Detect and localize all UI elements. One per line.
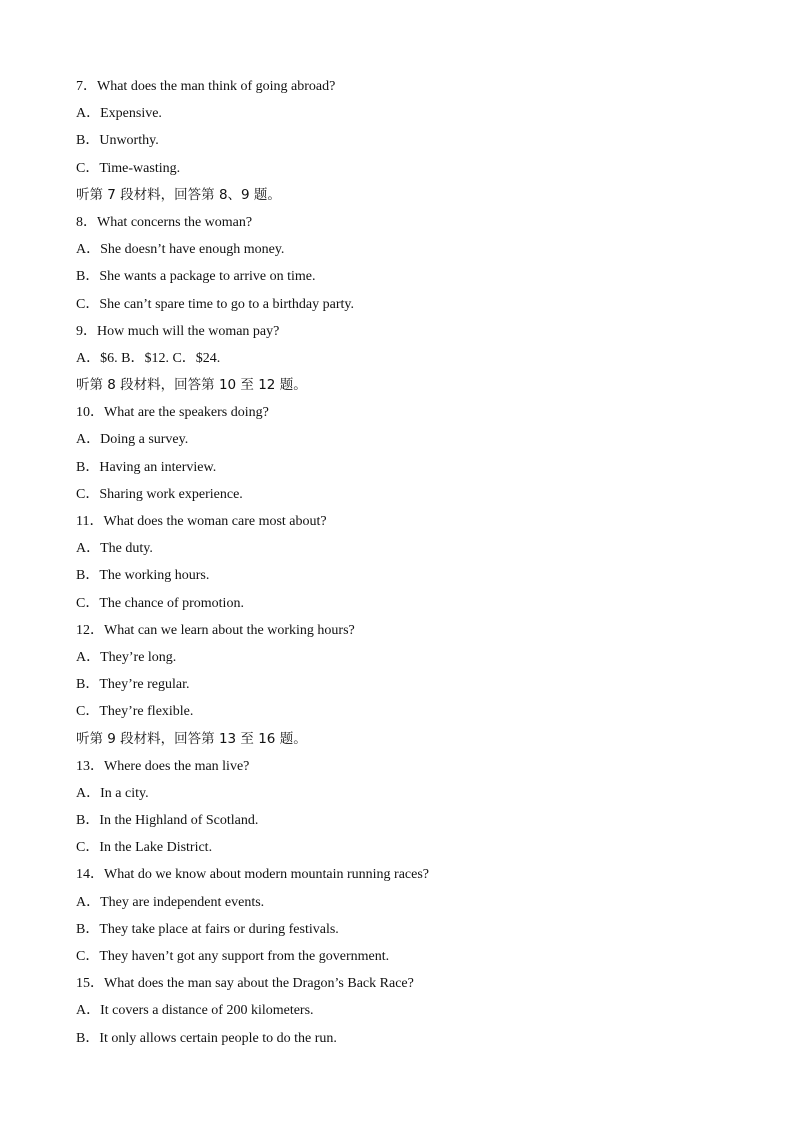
answer-option: A．They are independent events. [76, 894, 265, 910]
answer-option: A．The duty. [76, 541, 153, 557]
answer-option: C．They’re flexible. [76, 704, 194, 720]
question-text: 13．Where does the man live? [76, 758, 250, 774]
question-text: 10．What are the speakers doing? [76, 405, 269, 421]
question-text: 11．What does the woman care most about? [76, 514, 327, 529]
question-text: 12．What can we learn about the working hours? [76, 622, 355, 638]
answer-option: A．Doing a survey. [76, 432, 189, 448]
answer-option: A．In a city. [76, 785, 149, 801]
answer-option: B．The working hours. [76, 568, 210, 584]
answer-option: B．Unworthy. [76, 133, 159, 149]
answer-option: A．$6. B．$12. C．$24. [76, 350, 221, 366]
answer-option: A．It covers a distance of 200 kilometers. [76, 1003, 314, 1019]
answer-option: C．She can’t spare time to go to a birthday party. [76, 296, 354, 312]
question-text: 15．What does the man say about the Dragon’s Back Race? [76, 976, 414, 992]
answer-option: C．Time-wasting. [76, 160, 181, 176]
question-text: 8．What concerns the woman? [76, 214, 253, 230]
answer-option: B．In the Highland of Scotland. [76, 813, 259, 829]
answer-option: B．They’re regular. [76, 677, 190, 693]
answer-option: B．Having an interview. [76, 459, 217, 475]
answer-option: B．She wants a package to arrive on time. [76, 269, 316, 285]
section-instruction: 听第 8 段材料，回答第 10 至 12 题。 [76, 377, 307, 394]
answer-option: C．They haven’t got any support from the government. [76, 949, 390, 964]
exam-content [76, 73, 726, 1052]
question-text: 9．How much will the woman pay? [76, 323, 280, 339]
answer-option: A．Expensive. [76, 106, 162, 122]
answer-option: A．She doesn’t have enough money. [76, 242, 285, 258]
answer-option: B．They take place at fairs or during festivals. [76, 921, 339, 937]
answer-option: C．In the Lake District. [76, 840, 213, 856]
answer-option: A．They’re long. [76, 649, 177, 665]
answer-option: C．Sharing work experience. [76, 486, 243, 502]
question-text: 7．What does the man think of going abroad? [76, 79, 336, 94]
section-instruction: 听第 9 段材料，回答第 13 至 16 题。 [76, 730, 307, 747]
answer-option: B．It only allows certain people to do the run. [76, 1030, 337, 1046]
question-text: 14．What do we know about modern mountain running races? [76, 867, 430, 883]
section-instruction: 听第 7 段材料，回答第 8、9 题。 [76, 186, 281, 203]
answer-option: C．The chance of promotion. [76, 595, 244, 611]
